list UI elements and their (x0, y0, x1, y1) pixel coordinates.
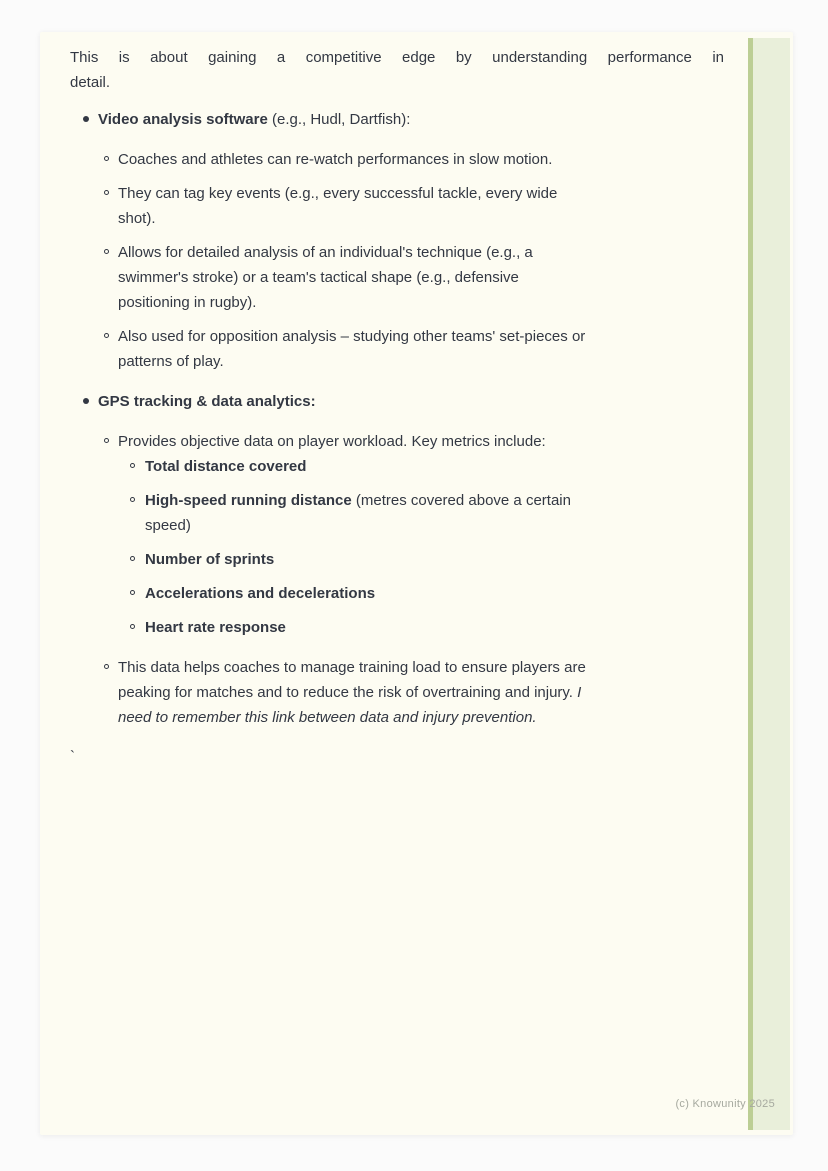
text-line (118, 290, 724, 315)
text-segment: Coaches and athletes can re-watch performances in slow motion. (118, 151, 553, 168)
text-line (145, 488, 724, 513)
circle-bullet-icon (104, 190, 109, 195)
circle-bullet-icon (104, 333, 109, 338)
circle-bullet-icon (130, 590, 135, 595)
text-segment: shot). (118, 210, 156, 227)
text-line (118, 265, 724, 290)
text-segment: Accelerations and decelerations (145, 585, 376, 602)
stray-backtick: ` (70, 748, 75, 765)
circle-bullet-icon (130, 624, 135, 629)
text-segment: High-speed running distance (145, 492, 352, 509)
circle-bullet-icon (104, 249, 109, 254)
text-line (118, 705, 724, 730)
list-item (70, 488, 724, 538)
text-line (98, 389, 724, 414)
circle-bullet-icon (104, 438, 109, 443)
text-line (118, 349, 724, 374)
text-segment: positioning in rugby). (118, 294, 257, 311)
text-segment: Provides objective data on player workload. Key metrics include: (118, 433, 546, 450)
circle-bullet-icon (104, 156, 109, 161)
list-item (70, 655, 724, 730)
text-segment: speed) (145, 517, 191, 534)
list-item (70, 581, 724, 606)
text-segment: patterns of play. (118, 353, 224, 370)
text-segment: detail. (70, 74, 111, 91)
text-segment: Total distance covered (145, 458, 307, 475)
text-segment: Number of sprints (145, 551, 275, 568)
text-segment: Video analysis software (98, 111, 268, 128)
text-line (118, 429, 724, 454)
text-segment: Allows for detailed analysis of an individual's technique (e.g., a (118, 244, 533, 261)
text-line (118, 240, 724, 265)
text-segment: Also used for opposition analysis – studying other teams' set-pieces or (118, 328, 586, 345)
text-line (118, 680, 724, 705)
list-item (70, 181, 724, 231)
list-item (70, 547, 724, 572)
text-segment: This data helps coaches to manage training load to ensure players are (118, 659, 586, 676)
text-segment: (e.g., Hudl, Dartfish): (267, 111, 411, 128)
text-segment: (metres covered above a certain (351, 492, 571, 509)
outline-list (70, 107, 724, 730)
text-line (118, 181, 724, 206)
text-line (70, 45, 724, 70)
text-line (98, 107, 724, 132)
stripe-fill (753, 38, 790, 1130)
circle-bullet-icon (130, 556, 135, 561)
text-line (145, 581, 724, 606)
text-segment: This is about gaining a competitive edge by understanding performance in (70, 49, 724, 66)
text-line (145, 454, 724, 479)
text-segment: need to remember this link between data and injury prevention. (118, 709, 537, 726)
list-item (70, 107, 724, 132)
copyright-watermark: (c) Knowunity 2025 (675, 1098, 775, 1110)
list-item (70, 389, 724, 414)
document-content (70, 45, 724, 769)
text-segment: swimmer's stroke) or a team's tactical shape (e.g., defensive (118, 269, 519, 286)
list-item (70, 240, 724, 315)
circle-bullet-icon (130, 463, 135, 468)
text-line (70, 70, 724, 95)
text-segment: GPS tracking & data analytics: (98, 393, 316, 410)
text-segment: I (577, 684, 582, 701)
list-item (70, 324, 724, 374)
highlight-stripe (748, 38, 790, 1130)
bullet-icon (83, 398, 89, 404)
text-segment: Heart rate response (145, 619, 286, 636)
text-line (145, 547, 724, 572)
document-page (40, 32, 793, 1135)
text-line (118, 147, 724, 172)
bullet-icon (83, 116, 89, 122)
list-item (70, 429, 724, 454)
text-line (145, 513, 724, 538)
circle-bullet-icon (130, 497, 135, 502)
list-item (70, 615, 724, 640)
intro-paragraph (70, 45, 724, 95)
text-line (118, 324, 724, 349)
text-segment: They can tag key events (e.g., every successful tackle, every wide (118, 185, 558, 202)
text-line (118, 655, 724, 680)
list-item (70, 454, 724, 479)
list-item (70, 147, 724, 172)
text-segment: peaking for matches and to reduce the risk of overtraining and injury. (118, 684, 578, 701)
text-line (145, 615, 724, 640)
text-line (118, 206, 724, 231)
circle-bullet-icon (104, 664, 109, 669)
